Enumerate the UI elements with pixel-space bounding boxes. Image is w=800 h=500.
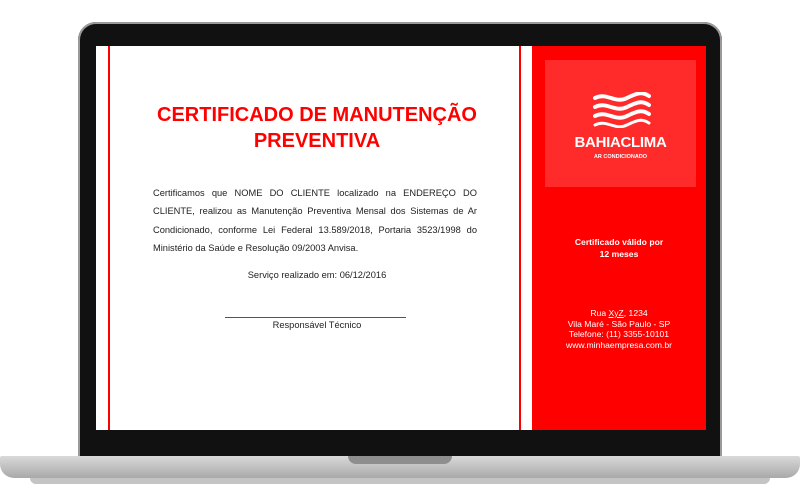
laptop-notch: [348, 456, 452, 464]
service-date: Serviço realizado em: 06/12/2016: [247, 270, 387, 280]
street-number: , 1234: [623, 308, 648, 318]
title-line-1: CERTIFICADO DE MANUTENÇÃO: [157, 104, 477, 126]
street-prefix: Rua: [590, 308, 609, 318]
brand-tagline: AR CONDICIONADO: [593, 154, 648, 160]
address-website[interactable]: www.minhaempresa.com.br: [565, 339, 673, 350]
address-city: Vila Maré - São Paulo - SP: [567, 318, 671, 329]
certificate-title: [116, 102, 518, 154]
laptop-screen: [96, 46, 706, 430]
certificate-body: Certificamos que NOME DO CLIENTE localizado na ENDEREÇO DO CLIENTE, realizou as Manutenção Preventiva Mensal dos Sistemas de Ar Condicionado, conforme Lei Federal 13.589/2018, Portaria 3523/1998 do Ministério da Saúde e Resolução 09/2003 Anvisa.: [153, 188, 477, 254]
company-address: [538, 308, 700, 350]
left-border-line: [108, 46, 110, 430]
brand-logo: [545, 60, 696, 187]
laptop-shadow: [30, 478, 770, 484]
validity-line-1: Certificado válido por: [574, 237, 664, 247]
waves-icon: [593, 92, 651, 128]
validity-notice: [542, 236, 696, 260]
address-phone: Telefone: (11) 3355-10101: [568, 329, 670, 339]
brand-name: BAHIACLIMA: [574, 134, 667, 151]
sidebar-panel: [532, 46, 706, 430]
validity-line-2: 12 meses: [599, 249, 639, 259]
signature-label: Responsável Técnico: [272, 320, 362, 330]
certificate-document: [96, 46, 531, 430]
signature-line: [225, 317, 406, 318]
title-line-2: PREVENTIVA: [253, 130, 381, 152]
address-street: [538, 308, 700, 319]
street-name: XyZ: [608, 308, 624, 318]
right-border-line: [519, 46, 521, 430]
